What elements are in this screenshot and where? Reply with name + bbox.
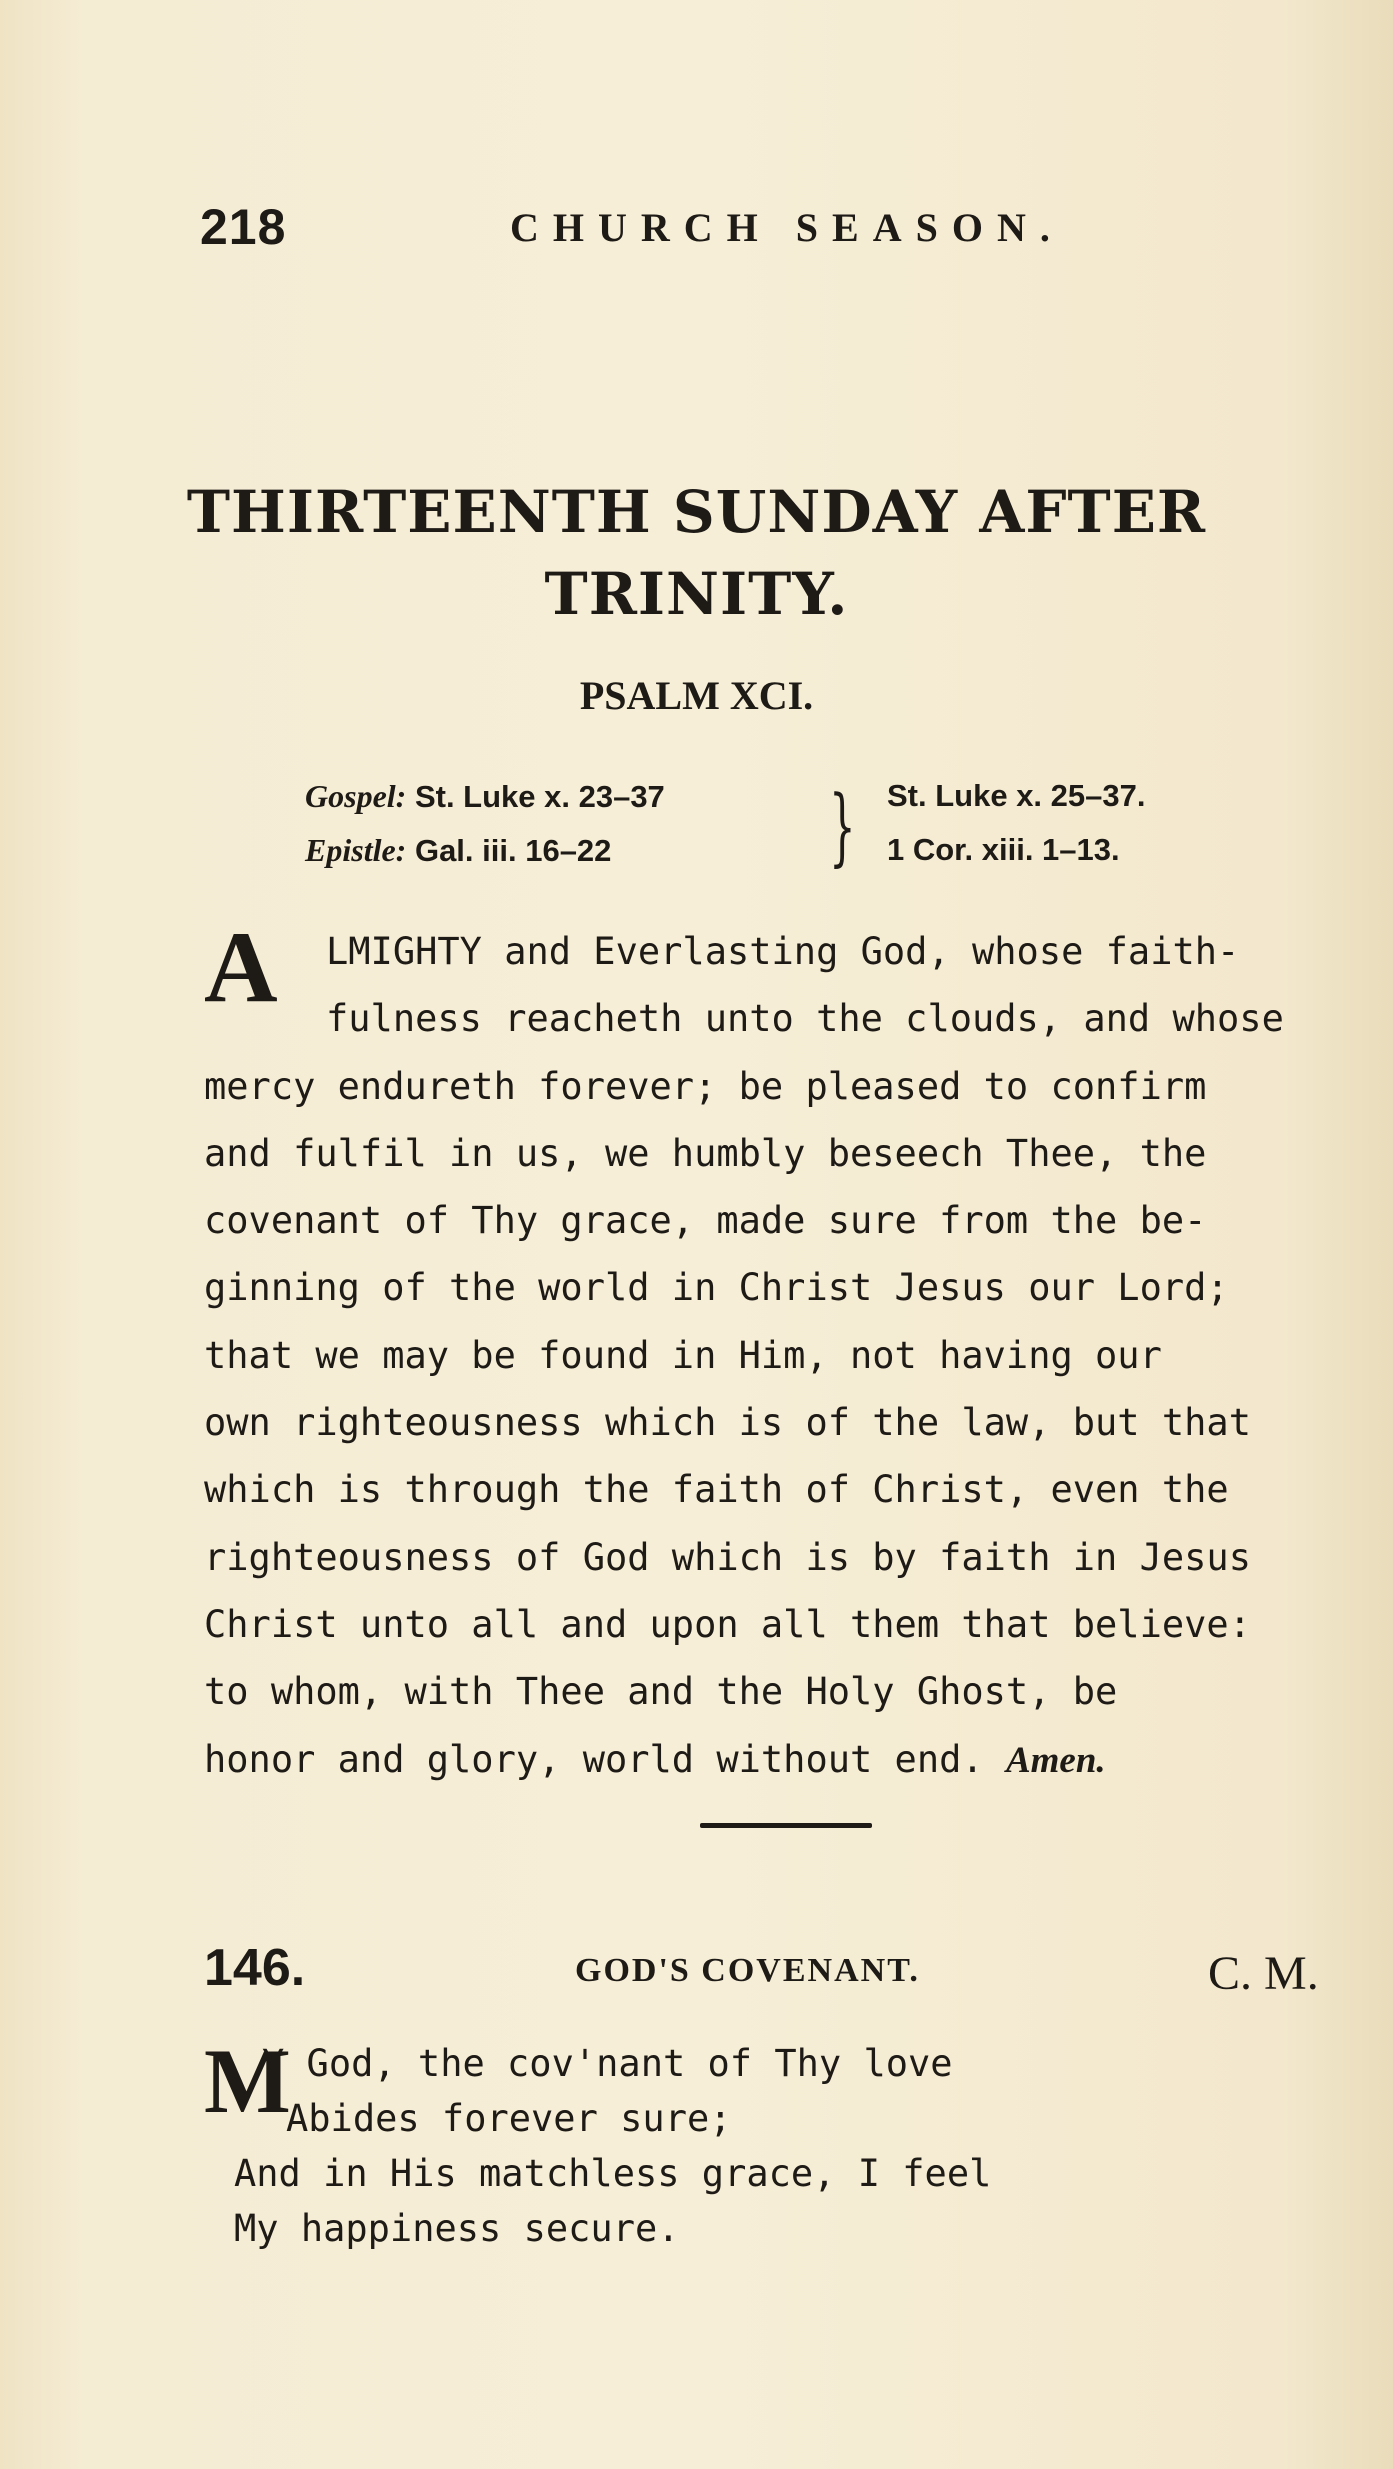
collect-line: mercy endureth forever; be pleased to confirm (204, 1064, 1207, 1108)
collect-line: LMIGHTY and Everlasting God, whose faith- (326, 930, 1240, 973)
lessons-block (305, 778, 1285, 888)
collect-line: Christ unto all and upon all them that believe: (204, 1602, 1251, 1646)
collect-line: that we may be found in Him, not having our (204, 1333, 1162, 1377)
epistle-label: Epistle: (305, 832, 407, 868)
alternate-epistle-reference: 1 Cor. xiii. 1–13. (887, 832, 1120, 867)
amen: Amen. (1005, 1739, 1106, 1781)
sunday-title-line-2: TRINITY. (544, 560, 849, 628)
collect-text (204, 911, 1364, 1793)
collect-line: own righteousness which is of the law, but that (204, 1401, 1251, 1445)
collect-line: fulness reacheth unto the clouds, and whose (326, 997, 1284, 1041)
collect-line-text: honor and glory, world without end. (204, 1737, 984, 1781)
hymn-verse (204, 2030, 1364, 2256)
collect-drop-cap: A (204, 911, 278, 1024)
collect-line: ginning of the world in Christ Jesus our Lord; (204, 1266, 1229, 1310)
collect-line: to whom, with Thee and the Holy Ghost, be (204, 1670, 1118, 1714)
collect-line: righteousness of God which is by faith in Jesus (204, 1535, 1251, 1579)
hymn-title: GOD'S COVENANT. (575, 1952, 920, 1989)
verse-line: Abides forever sure; (286, 2097, 732, 2140)
running-head (0, 198, 1393, 258)
collect-line: and fulfil in us, we humbly beseech Thee, the (204, 1131, 1207, 1175)
verse-line: And in His matchless grace, I feel (234, 2152, 992, 2195)
verse-line: My happiness secure. (234, 2207, 680, 2250)
sunday-title-line-1: THIRTEENTH SUNDAY AFTER (186, 478, 1207, 546)
section-divider (700, 1823, 872, 1828)
collect-line: covenant of Thy grace, made sure from the be- (204, 1199, 1207, 1243)
hymn-meter: C. M. (1208, 1947, 1319, 2000)
epistle-lesson (305, 832, 611, 869)
epistle-reference: Gal. iii. 16–22 (414, 833, 612, 868)
page-number: 218 (200, 199, 287, 255)
alternate-gospel-reference: St. Luke x. 25–37. (887, 778, 1146, 813)
verse-line: Y God, the cov'nant of Thy love (262, 2042, 953, 2085)
collect-line: which is through the faith of Christ, even the (204, 1468, 1229, 1512)
gospel-label: Gospel: (305, 778, 407, 814)
gospel-lesson (305, 778, 665, 815)
psalm-reference: PSALM XCI. (579, 673, 814, 718)
hymn-heading (0, 1938, 1393, 1998)
curly-brace: } (829, 777, 856, 875)
collect-last-line (204, 1726, 1364, 1793)
gospel-reference: St. Luke x. 23–37 (414, 779, 665, 814)
hymn-number: 146. (204, 1939, 306, 1997)
section-heading: CHURCH SEASON. (510, 205, 1064, 250)
hymn-drop-cap: M (204, 2030, 291, 2132)
